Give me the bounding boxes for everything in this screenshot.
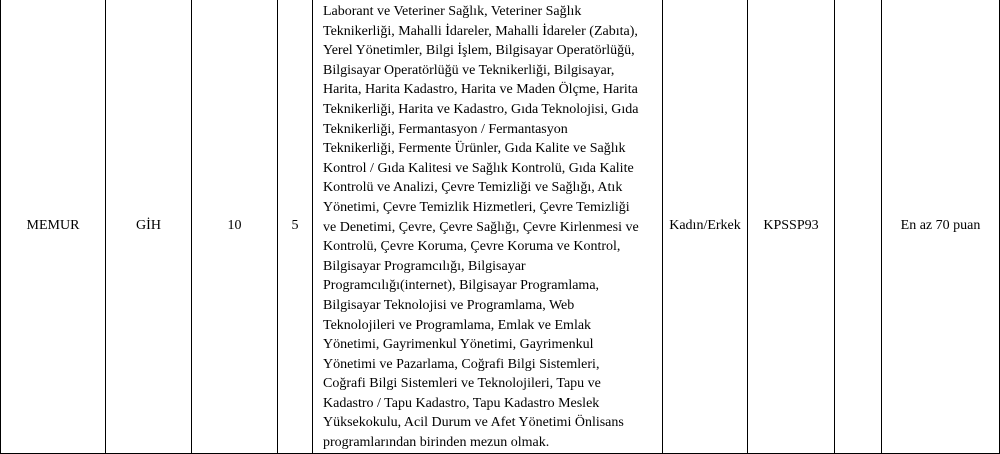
- exam-type-text: KPSSP93: [763, 217, 819, 233]
- position-text: MEMUR: [26, 217, 80, 233]
- code-cell: [192, 0, 278, 453]
- table-row: [1, 0, 1000, 453]
- min-score-cell: [882, 0, 1000, 453]
- code-text: 10: [227, 217, 242, 233]
- position-cell: [1, 0, 106, 453]
- empty-cell: [835, 0, 882, 453]
- exam-type-cell: [748, 0, 835, 453]
- quota-cell: [278, 0, 313, 453]
- gender-cell: [663, 0, 748, 453]
- class-cell: [106, 0, 192, 453]
- gender-text: Kadın/Erkek: [669, 217, 741, 233]
- quota-text: 5: [291, 217, 299, 233]
- qualification-cell: [313, 0, 663, 453]
- class-text: GİH: [136, 217, 161, 233]
- qualification-text: Laborant ve Veteriner Sağlık, Veteriner Sağlık Teknikerliği, Mahalli İdareler, Mahalli İdareler (Zabıta), Yerel Yönetimler, Bilgi İşlem, Bilgisayar Operatörlüğü, Bilgisayar Operatörlüğü ve Teknikerliği, Bilgisayar, Harita, Harita Kadastro, Harita ve Maden Ölçme, Harita Teknikerliği, Harita ve Kadastro, Gıda Teknolojisi, Gıda Teknikerliği, Fermantasyon / Fermantasyon Teknikerliği, Fermente Ürünler, Gıda Kalite ve Sağlık Kontrol / Gıda Kalitesi ve Sağlık Kontrolü, Gıda Kalite Kontrolü ve Analizi, Çevre Temizliği ve Sağlığı, Atık Yönetimi, Çevre Temizlik Hizmetleri, Çevre Temizliği ve Denetimi, Çevre, Çevre Sağlığı, Çevre Kirlenmesi ve Kontrolü, Çevre Koruma, Çevre Koruma ve Kontrol, Bilgisayar Programcılığı, Bilgisayar Programcılığı(internet), Bilgisayar Programlama, Bilgisayar Teknolojisi ve Programlama, Web Teknolojileri ve Programlama, Emlak ve Emlak Yönetimi, Gayrimenkul Yönetimi, Gayrimenkul Yönetimi ve Pazarlama, Coğrafi Bilgi Sistemleri, Coğrafi Bilgi Sistemleri ve Teknolojileri, Tapu ve Kadastro / Tapu Kadastro, Tapu Kadastro Meslek Yüksekokulu, Acil Durum ve Afet Yönetimi Önlisans programlarından birinden mezun olmak.: [323, 4, 639, 451]
- min-score-text: En az 70 puan: [900, 217, 981, 233]
